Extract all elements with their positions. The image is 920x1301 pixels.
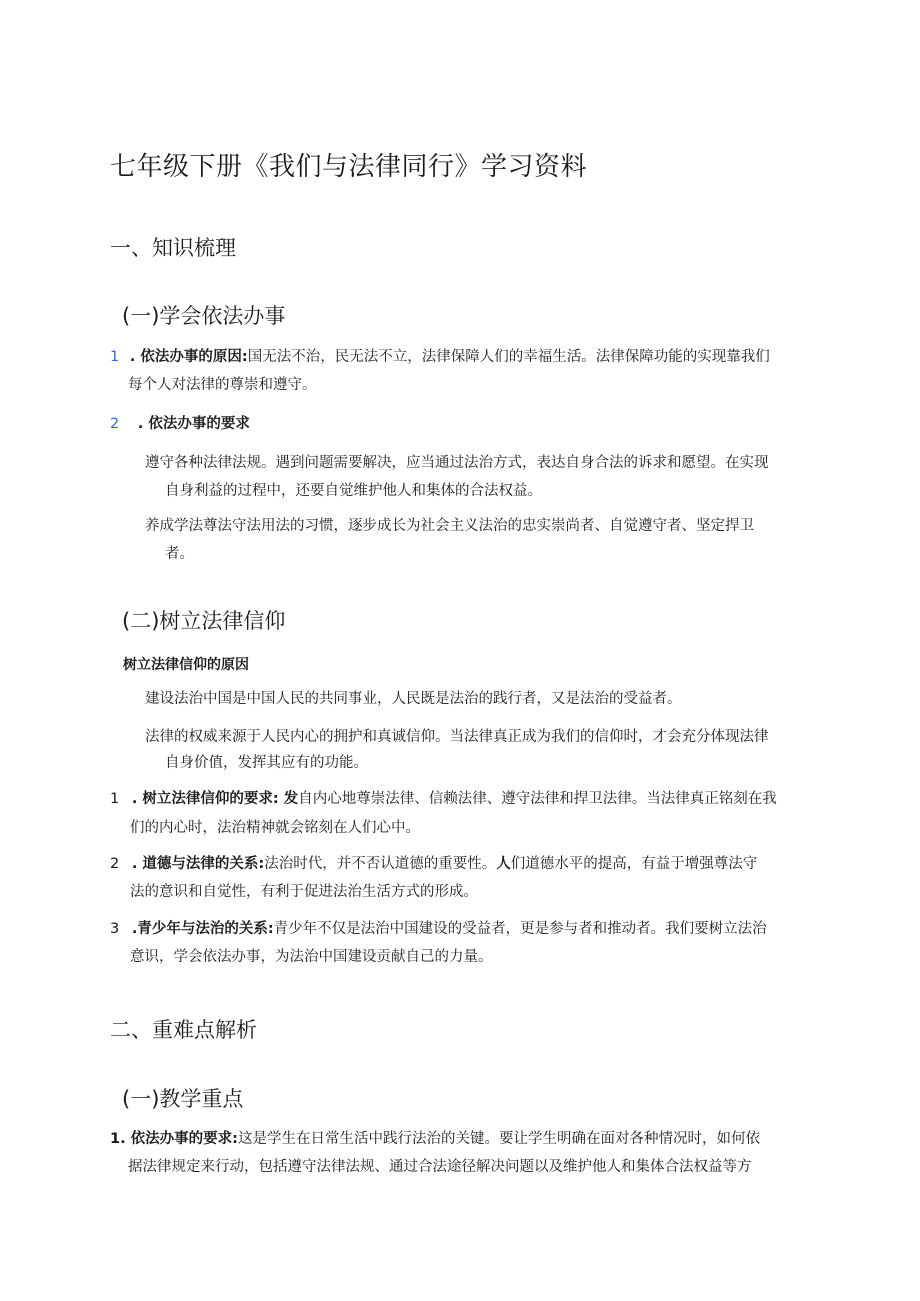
- section-heading-key-points: 二、重难点解析: [110, 1018, 257, 1042]
- item-number: 3: [110, 921, 120, 937]
- item-label: . 依法办事的原因:: [129, 349, 248, 365]
- list-item: [110, 347, 770, 367]
- item-text: 青少年不仅是法治中国建设的受益者，更是参与者和推动者。我们要树立法治: [273, 921, 767, 937]
- paragraph-continued: 自身价值，发挥其应有的功能。: [165, 755, 368, 771]
- document-title: 七年级下册《我们与法律同行》学习资料: [110, 152, 588, 182]
- item-text-continued: 们的内心时，法治精神就会铭刻在人们心中。: [130, 820, 420, 836]
- item-text: 们道德水平的提高，有益于增强尊法守: [510, 856, 758, 872]
- item-number: 2: [110, 856, 120, 872]
- item-label: 1. 依法办事的要求:: [110, 1131, 238, 1147]
- item-text: 法治时代，并不否认道德的重要性。: [264, 856, 497, 872]
- item-text: 国无法不治，民无法不立，法律保障人们的幸福生活。法律保障功能的实现靠我们: [247, 349, 770, 365]
- item-number: 1: [110, 349, 120, 365]
- list-item: [110, 919, 767, 939]
- subsection-heading-act-by-law: (一)学会依法办事: [122, 304, 286, 328]
- item-text-continued: 每个人对法律的尊崇和遵守。: [128, 377, 317, 393]
- list-item: [110, 1129, 760, 1149]
- item-label: . 树立法律信仰的要求: 发: [131, 791, 299, 807]
- item-text: 这是学生在日常生活中践行法治的关键。要让学生明确在面对各种情况时，如何依: [237, 1131, 760, 1147]
- subsection-heading-legal-faith: (二)树立法律信仰: [122, 609, 286, 633]
- item-text: 自内心地尊崇法律、信赖法律、遵守法律和捍卫法律。当法律真正铭刻在我: [298, 791, 777, 807]
- item-number: 2: [110, 416, 120, 432]
- paragraph: 建设法治中国是中国人民的共同事业，人民既是法治的践行者，又是法治的受益者。: [145, 691, 682, 707]
- list-item: [110, 414, 250, 434]
- item-label: . 道德与法律的关系:: [131, 856, 265, 872]
- subsection-heading-teaching-focus: (一)教学重点: [122, 1087, 244, 1111]
- reason-label: 树立法律信仰的原因: [123, 657, 249, 673]
- item-number: 1: [110, 791, 120, 807]
- list-item: [110, 789, 777, 809]
- paragraph-continued: 者。: [165, 546, 194, 562]
- item-text-bold: 人: [496, 856, 511, 872]
- item-text-continued: 法的意识和自觉性，有利于促进法治生活方式的形成。: [130, 884, 478, 900]
- item-text-continued: 据法律规定来行动，包括遵守法律法规、通过合法途径解决问题以及维护他人和集体合法权益等方: [128, 1159, 752, 1175]
- paragraph: 遵守各种法律法规。遇到问题需要解决，应当通过法治方式，表达自身合法的诉求和愿望。在实现: [145, 455, 769, 471]
- paragraph-continued: 自身利益的过程中，还要自觉维护他人和集体的合法权益。: [165, 483, 542, 499]
- item-label: .青少年与法治的关系:: [131, 921, 274, 937]
- paragraph: 法律的权威来源于人民内心的拥护和真诚信仰。当法律真正成为我们的信仰时，才会充分体现法律: [145, 729, 769, 745]
- section-heading-knowledge: 一、知识梳理: [110, 236, 236, 260]
- item-text-continued: 意识，学会依法办事，为法治中国建设贡献自己的力量。: [130, 949, 493, 965]
- paragraph: 养成学法尊法守法用法的习惯，逐步成长为社会主义法治的忠实崇尚者、自觉遵守者、坚定捍卫: [145, 518, 754, 534]
- list-item: [110, 854, 757, 874]
- item-label: . 依法办事的要求: [137, 416, 250, 432]
